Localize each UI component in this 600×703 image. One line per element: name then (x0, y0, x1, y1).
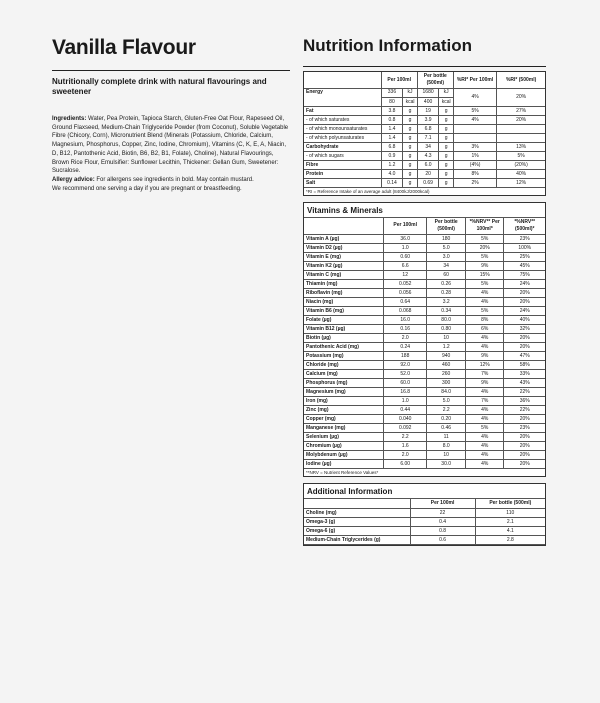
vitamin-per-bottle: 0.20 (427, 414, 466, 423)
vitamin-nrv-100ml: 9% (465, 261, 504, 270)
vitamin-per-bottle: 180 (427, 234, 466, 243)
nutrition-row (304, 178, 545, 187)
vitamin-per-100ml: 60.0 (384, 378, 427, 387)
vitamin-per-100ml: 1.0 (384, 396, 427, 405)
nutrition-header: Per bottle (500ml) (417, 72, 453, 89)
vitamin-label: Chromium (µg) (304, 441, 384, 450)
energy-ri500: 20% (497, 89, 545, 107)
nutrition-divider (303, 66, 546, 67)
nutrient-ri-500ml: 5% (497, 151, 545, 160)
vitamin-per-bottle: 0.26 (427, 279, 466, 288)
vitamin-per-100ml: 0.60 (384, 252, 427, 261)
vitamin-nrv-500ml: 20% (504, 450, 545, 459)
vitamin-label: Molybdenum (µg) (304, 450, 384, 459)
vitamin-nrv-100ml: 4% (465, 342, 504, 351)
vitamin-per-100ml: 0.052 (384, 279, 427, 288)
vitamin-per-100ml: 2.0 (384, 333, 427, 342)
vitamins-header: *%NRV** Per 100ml* (465, 218, 504, 235)
additional-header (304, 499, 410, 509)
vitamins-title: Vitamins & Minerals (304, 203, 545, 218)
vitamin-row (304, 270, 545, 279)
additional-row (304, 526, 545, 535)
additional-per-bottle: 4.1 (475, 526, 545, 535)
vitamin-label: Manganese (mg) (304, 423, 384, 432)
vitamin-per-100ml: 52.0 (384, 369, 427, 378)
nutrition-header-row (304, 72, 545, 89)
vitamin-label: Vitamin D2 (µg) (304, 243, 384, 252)
nutrition-header: %RI* (500ml) (497, 72, 545, 89)
vitamin-nrv-100ml: 7% (465, 369, 504, 378)
vitamin-nrv-500ml: 23% (504, 423, 545, 432)
vitamin-per-bottle: 0.34 (427, 306, 466, 315)
additional-table (304, 499, 545, 545)
nrv-note: **NRV = Nutrient Reference Values* (306, 469, 379, 475)
nutrient-ri-100ml: (4%) (453, 160, 496, 169)
vitamin-per-bottle: 10 (427, 450, 466, 459)
vitamin-row (304, 342, 545, 351)
allergy-label: Allergy advice: (52, 176, 95, 183)
vitamin-per-bottle: 60 (427, 270, 466, 279)
vitamin-nrv-100ml: 4% (465, 387, 504, 396)
vitamins-header: *%NRV** (500ml)* (504, 218, 545, 235)
vitamin-nrv-500ml: 33% (504, 369, 545, 378)
additional-per-100ml: 0.4 (410, 517, 475, 526)
additional-header-row (304, 499, 545, 509)
vitamin-nrv-500ml: 75% (504, 270, 545, 279)
vitamin-per-bottle: 8.0 (427, 441, 466, 450)
vitamin-row (304, 369, 545, 378)
nutrient-unit: g (439, 160, 453, 169)
vitamin-row (304, 324, 545, 333)
vitamin-per-100ml: 1.0 (384, 243, 427, 252)
vitamin-per-100ml: 0.24 (384, 342, 427, 351)
product-info (52, 36, 290, 193)
nutrient-unit: g (439, 115, 453, 124)
nutrient-unit: g (403, 142, 417, 151)
product-subtitle: Nutritionally complete drink with natural flavourings and sweetener (52, 77, 267, 96)
recommendation-text: We recommend one serving a day if you are pregnant or breastfeeding. (52, 185, 242, 192)
nutrient-per-bottle: 0.69 (417, 178, 439, 187)
vitamin-label: Magnesium (mg) (304, 387, 384, 396)
additional-header: Per bottle (500ml) (475, 499, 545, 509)
vitamin-nrv-100ml: 15% (465, 270, 504, 279)
vitamin-per-bottle: 1.2 (427, 342, 466, 351)
allergy-paragraph (52, 176, 290, 185)
vitamin-per-bottle: 5.0 (427, 396, 466, 405)
vitamin-per-100ml: 0.16 (384, 324, 427, 333)
vitamin-row (304, 450, 545, 459)
nutrient-per-100ml: 4.0 (381, 169, 403, 178)
nutrient-unit: g (439, 151, 453, 160)
nutrient-label: Fibre (304, 160, 381, 169)
vitamin-nrv-100ml: 5% (465, 423, 504, 432)
nutrition-rows (304, 106, 545, 187)
nutrition-table (304, 72, 545, 188)
energy-label: Energy (304, 89, 381, 107)
vitamin-row (304, 423, 545, 432)
vitamin-label: Calcium (mg) (304, 369, 384, 378)
vitamin-per-100ml: 0.44 (384, 405, 427, 414)
vitamin-per-bottle: 30.0 (427, 459, 466, 468)
vitamin-per-100ml: 1.6 (384, 441, 427, 450)
vitamin-nrv-100ml: 8% (465, 315, 504, 324)
vitamin-per-bottle: 260 (427, 369, 466, 378)
vitamins-table (304, 218, 545, 469)
title-divider (52, 70, 290, 71)
vitamin-per-100ml: 2.2 (384, 432, 427, 441)
nutrition-header (304, 72, 381, 89)
vitamin-label: Pantothenic Acid (mg) (304, 342, 384, 351)
vitamin-per-bottle: 10 (427, 333, 466, 342)
vitamin-per-100ml: 0.64 (384, 297, 427, 306)
nutrient-unit: g (403, 178, 417, 187)
nutrient-per-100ml: 0.14 (381, 178, 403, 187)
vitamin-label: Vitamin B6 (mg) (304, 306, 384, 315)
nutrient-per-100ml: 1.4 (381, 124, 403, 133)
vitamins-header-row (304, 218, 545, 235)
energy-row-kj (304, 89, 545, 98)
vitamin-nrv-500ml: 20% (504, 432, 545, 441)
ri-note: *RI = Reference Intake of an average adult (8400kJ/2000kcal) (306, 188, 430, 194)
vitamin-nrv-500ml: 47% (504, 351, 545, 360)
vitamin-row (304, 405, 545, 414)
nutrient-unit: g (439, 124, 453, 133)
vitamin-row (304, 459, 545, 468)
nutrient-per-100ml: 1.2 (381, 160, 403, 169)
vitamin-nrv-500ml: 40% (504, 315, 545, 324)
nutrient-per-bottle: 7.1 (417, 133, 439, 142)
vitamin-nrv-100ml: 7% (465, 396, 504, 405)
vitamin-row (304, 297, 545, 306)
vitamin-nrv-100ml: 20% (465, 243, 504, 252)
energy-kj-unit: kJ (403, 89, 417, 98)
vitamin-nrv-500ml: 24% (504, 279, 545, 288)
nutrient-per-bottle: 6.0 (417, 160, 439, 169)
vitamin-per-bottle: 84.0 (427, 387, 466, 396)
vitamin-nrv-500ml: 36% (504, 396, 545, 405)
vitamin-per-bottle: 940 (427, 351, 466, 360)
nutrient-ri-500ml: 20% (497, 115, 545, 124)
vitamins-header (304, 218, 384, 235)
nutrient-label: - of which polyunsaturates (304, 133, 381, 142)
vitamin-nrv-100ml: 4% (465, 450, 504, 459)
nutrient-label: Protein (304, 169, 381, 178)
vitamin-per-bottle: 0.80 (427, 324, 466, 333)
vitamin-label: Vitamin B12 (µg) (304, 324, 384, 333)
nutrient-unit: g (439, 133, 453, 142)
nutrient-per-bottle: 4.3 (417, 151, 439, 160)
vitamin-label: Iodine (µg) (304, 459, 384, 468)
vitamin-per-100ml: 0.092 (384, 423, 427, 432)
additional-header: Per 100ml (410, 499, 475, 509)
vitamin-nrv-100ml: 12% (465, 360, 504, 369)
nutrient-unit: g (439, 106, 453, 115)
vitamin-per-bottle: 5.0 (427, 243, 466, 252)
nutrient-per-100ml: 3.8 (381, 106, 403, 115)
ingredients-paragraph (52, 115, 290, 176)
vitamin-nrv-100ml: 4% (465, 405, 504, 414)
vitamin-row (304, 378, 545, 387)
nutrition-row (304, 151, 545, 160)
nutrition-row (304, 124, 545, 133)
vitamin-per-bottle: 2.2 (427, 405, 466, 414)
vitamin-nrv-100ml: 4% (465, 288, 504, 297)
nutrient-per-100ml: 6.8 (381, 142, 403, 151)
vitamin-label: Copper (mg) (304, 414, 384, 423)
nutrient-unit: g (439, 142, 453, 151)
vitamin-row (304, 333, 545, 342)
nutrient-unit: g (403, 106, 417, 115)
vitamin-nrv-100ml: 9% (465, 351, 504, 360)
vitamin-per-100ml: 2.0 (384, 450, 427, 459)
additional-title: Additional Information (304, 484, 545, 499)
energy-kcal-unit: kcal (403, 97, 417, 106)
nutrient-unit: g (403, 169, 417, 178)
additional-label: Choline (mg) (304, 508, 410, 517)
vitamin-nrv-100ml: 5% (465, 234, 504, 243)
nutrient-ri-100ml: 1% (453, 151, 496, 160)
vitamin-per-100ml: 0.068 (384, 306, 427, 315)
nutrient-unit: g (403, 133, 417, 142)
vitamin-row (304, 252, 545, 261)
vitamin-nrv-500ml: 45% (504, 261, 545, 270)
vitamins-header: Per 100ml (384, 218, 427, 235)
additional-per-100ml: 0.6 (410, 535, 475, 544)
vitamins-rows (304, 234, 545, 468)
nutrient-ri-500ml: 12% (497, 178, 545, 187)
vitamin-nrv-500ml: 32% (504, 324, 545, 333)
nutrient-ri-100ml: 3% (453, 142, 496, 151)
nutrition-title: Nutrition Information (303, 36, 473, 55)
vitamin-label: Niacin (mg) (304, 297, 384, 306)
vitamin-per-bottle: 0.46 (427, 423, 466, 432)
vitamin-per-bottle: 3.2 (427, 297, 466, 306)
vitamin-nrv-500ml: 20% (504, 333, 545, 342)
nutrient-per-100ml: 0.8 (381, 115, 403, 124)
vitamin-row (304, 279, 545, 288)
vitamin-nrv-100ml: 4% (465, 441, 504, 450)
vitamin-per-100ml: 6.6 (384, 261, 427, 270)
nutrient-unit: g (403, 151, 417, 160)
vitamin-per-100ml: 92.0 (384, 360, 427, 369)
energy-kcal: 80 (381, 97, 403, 106)
nutrition-panel (303, 36, 546, 546)
additional-per-100ml: 22 (410, 508, 475, 517)
vitamin-per-100ml: 36.0 (384, 234, 427, 243)
nutrient-ri-100ml: 2% (453, 178, 496, 187)
vitamin-nrv-100ml: 4% (465, 333, 504, 342)
nutrient-unit: g (439, 169, 453, 178)
product-title: Vanilla Flavour (52, 36, 196, 59)
vitamin-nrv-500ml: 24% (504, 306, 545, 315)
nutrient-ri-100ml (453, 133, 496, 142)
vitamin-nrv-100ml: 9% (465, 378, 504, 387)
vitamin-nrv-500ml: 20% (504, 288, 545, 297)
vitamin-per-bottle: 3.0 (427, 252, 466, 261)
vitamin-label: Iron (mg) (304, 396, 384, 405)
nutrient-label: - of which saturates (304, 115, 381, 124)
vitamin-row (304, 396, 545, 405)
vitamin-nrv-500ml: 58% (504, 360, 545, 369)
vitamin-per-100ml: 16.0 (384, 315, 427, 324)
nutrient-label: - of which sugars (304, 151, 381, 160)
nutrition-table-box (303, 71, 546, 196)
vitamin-label: Thiamin (mg) (304, 279, 384, 288)
nutrient-label: Fat (304, 106, 381, 115)
additional-row (304, 508, 545, 517)
vitamin-row (304, 360, 545, 369)
vitamin-per-100ml: 16.8 (384, 387, 427, 396)
vitamins-header: Per bottle (500ml) (427, 218, 466, 235)
vitamin-nrv-500ml: 20% (504, 414, 545, 423)
vitamin-nrv-500ml: 20% (504, 342, 545, 351)
vitamin-row (304, 288, 545, 297)
nutrient-ri-100ml: 8% (453, 169, 496, 178)
nutrient-per-100ml: 1.4 (381, 133, 403, 142)
vitamin-per-bottle: 80.0 (427, 315, 466, 324)
vitamins-box (303, 202, 546, 477)
vitamin-nrv-100ml: 4% (465, 414, 504, 423)
additional-box (303, 483, 546, 546)
nutrition-header: %RI* Per 100ml (453, 72, 496, 89)
vitamin-label: Zinc (mg) (304, 405, 384, 414)
vitamin-per-bottle: 34 (427, 261, 466, 270)
vitamin-per-bottle: 460 (427, 360, 466, 369)
vitamin-per-100ml: 188 (384, 351, 427, 360)
nutrition-row (304, 169, 545, 178)
vitamin-label: Vitamin C (mg) (304, 270, 384, 279)
additional-row (304, 535, 545, 544)
nutrient-ri-500ml: 13% (497, 142, 545, 151)
nutrition-header: Per 100ml (381, 72, 417, 89)
vitamin-per-100ml: 12 (384, 270, 427, 279)
vitamin-label: Vitamin E (mg) (304, 252, 384, 261)
additional-label: Omega-6 (g) (304, 526, 410, 535)
nutrient-ri-500ml (497, 133, 545, 142)
vitamin-per-bottle: 11 (427, 432, 466, 441)
nutrient-per-bottle: 19 (417, 106, 439, 115)
vitamin-row (304, 234, 545, 243)
nutrient-label: - of which monounsaturates (304, 124, 381, 133)
energy-bottle-kj: 1680 (417, 89, 439, 98)
nutrient-label: Salt (304, 178, 381, 187)
nutrition-row (304, 106, 545, 115)
vitamin-row (304, 432, 545, 441)
vitamin-label: Selenium (µg) (304, 432, 384, 441)
vitamin-row (304, 387, 545, 396)
nutrition-row (304, 142, 545, 151)
vitamin-row (304, 441, 545, 450)
nutrition-row (304, 160, 545, 169)
nutrition-row (304, 115, 545, 124)
vitamin-nrv-100ml: 5% (465, 306, 504, 315)
vitamin-label: Biotin (µg) (304, 333, 384, 342)
vitamin-per-bottle: 300 (427, 378, 466, 387)
energy-bottle-kcal: 400 (417, 97, 439, 106)
vitamin-row (304, 351, 545, 360)
vitamin-row (304, 243, 545, 252)
vitamin-nrv-500ml: 25% (504, 252, 545, 261)
vitamin-label: Riboflavin (mg) (304, 288, 384, 297)
nutrient-ri-500ml: 40% (497, 169, 545, 178)
vitamin-per-bottle: 0.28 (427, 288, 466, 297)
vitamin-label: Phosphorus (mg) (304, 378, 384, 387)
vitamin-nrv-500ml: 23% (504, 234, 545, 243)
additional-rows (304, 508, 545, 544)
energy-kcal-unit-bottle: kcal (439, 97, 453, 106)
additional-label: Medium-Chain Triglycerides (g) (304, 535, 410, 544)
nutrition-row (304, 133, 545, 142)
vitamin-nrv-500ml: 20% (504, 441, 545, 450)
vitamin-label: Vitamin K2 (µg) (304, 261, 384, 270)
vitamin-per-100ml: 0.056 (384, 288, 427, 297)
vitamin-nrv-100ml: 5% (465, 279, 504, 288)
vitamin-label: Chloride (mg) (304, 360, 384, 369)
nutrient-ri-100ml (453, 124, 496, 133)
nutrient-ri-500ml (497, 124, 545, 133)
vitamin-nrv-500ml: 22% (504, 387, 545, 396)
nutrient-ri-100ml: 4% (453, 115, 496, 124)
vitamin-nrv-500ml: 43% (504, 378, 545, 387)
vitamin-nrv-100ml: 5% (465, 252, 504, 261)
vitamin-nrv-100ml: 4% (465, 432, 504, 441)
vitamin-label: Folate (µg) (304, 315, 384, 324)
additional-per-bottle: 2.1 (475, 517, 545, 526)
nutrient-unit: g (439, 178, 453, 187)
ingredients-text: Water, Pea Protein, Tapioca Starch, Gluten-Free Oat Flour, Rapeseed Oil, Ground Flaxseed, Medium-Chain Triglyceride Powder (from Coconut), Soluble Vegetable Fibre (Chicory, Corn), Micronutrient Blend (Minerals (Potassium, Chloride, Calcium, Magnesium, Phosphorus, Copper, Zinc, Iodine, Chromium), Vitamins (C, K, E, A, Niacin, D, B12, Pantothenic Acid, Biotin, B6, B2, B1, Folate), Choline), Natural Flavourings, Brown Rice Flour, Emulsifier: Sunflower Lecithin, Thickener: Gellan Gum, Sweetener: Sucralose. (52, 116, 289, 175)
vitamin-label: Vitamin A (µg) (304, 234, 384, 243)
additional-per-100ml: 0.8 (410, 526, 475, 535)
vitamin-row (304, 261, 545, 270)
vitamin-nrv-500ml: 20% (504, 297, 545, 306)
vitamin-nrv-100ml: 4% (465, 297, 504, 306)
vitamin-nrv-500ml: 20% (504, 459, 545, 468)
nutrient-per-bottle: 6.8 (417, 124, 439, 133)
energy-kj: 336 (381, 89, 403, 98)
vitamin-per-100ml: 6.00 (384, 459, 427, 468)
nutrient-per-bottle: 20 (417, 169, 439, 178)
nutrient-per-bottle: 3.9 (417, 115, 439, 124)
additional-row (304, 517, 545, 526)
nutrient-ri-100ml: 5% (453, 106, 496, 115)
nutrient-ri-500ml: (20%) (497, 160, 545, 169)
vitamin-label: Potassium (mg) (304, 351, 384, 360)
energy-kj-unit-bottle: kJ (439, 89, 453, 98)
energy-ri100: 4% (453, 89, 496, 107)
nutrient-unit: g (403, 115, 417, 124)
vitamin-row (304, 414, 545, 423)
vitamin-per-100ml: 0.040 (384, 414, 427, 423)
ingredients-label: Ingredients: (52, 116, 87, 122)
nutrient-unit: g (403, 124, 417, 133)
nutrient-per-100ml: 0.9 (381, 151, 403, 160)
nutrient-unit: g (403, 160, 417, 169)
vitamin-nrv-100ml: 6% (465, 324, 504, 333)
vitamin-nrv-100ml: 4% (465, 459, 504, 468)
vitamin-nrv-500ml: 100% (504, 243, 545, 252)
additional-label: Omega-3 (g) (304, 517, 410, 526)
additional-per-bottle: 110 (475, 508, 545, 517)
vitamin-nrv-500ml: 22% (504, 405, 545, 414)
vitamin-row (304, 315, 545, 324)
allergy-text: For allergens see ingredients in bold. May contain mustard. (96, 176, 254, 183)
nutrient-label: Carbohydrate (304, 142, 381, 151)
vitamin-row (304, 306, 545, 315)
additional-per-bottle: 2.8 (475, 535, 545, 544)
nutrient-ri-500ml: 27% (497, 106, 545, 115)
nutrient-per-bottle: 34 (417, 142, 439, 151)
